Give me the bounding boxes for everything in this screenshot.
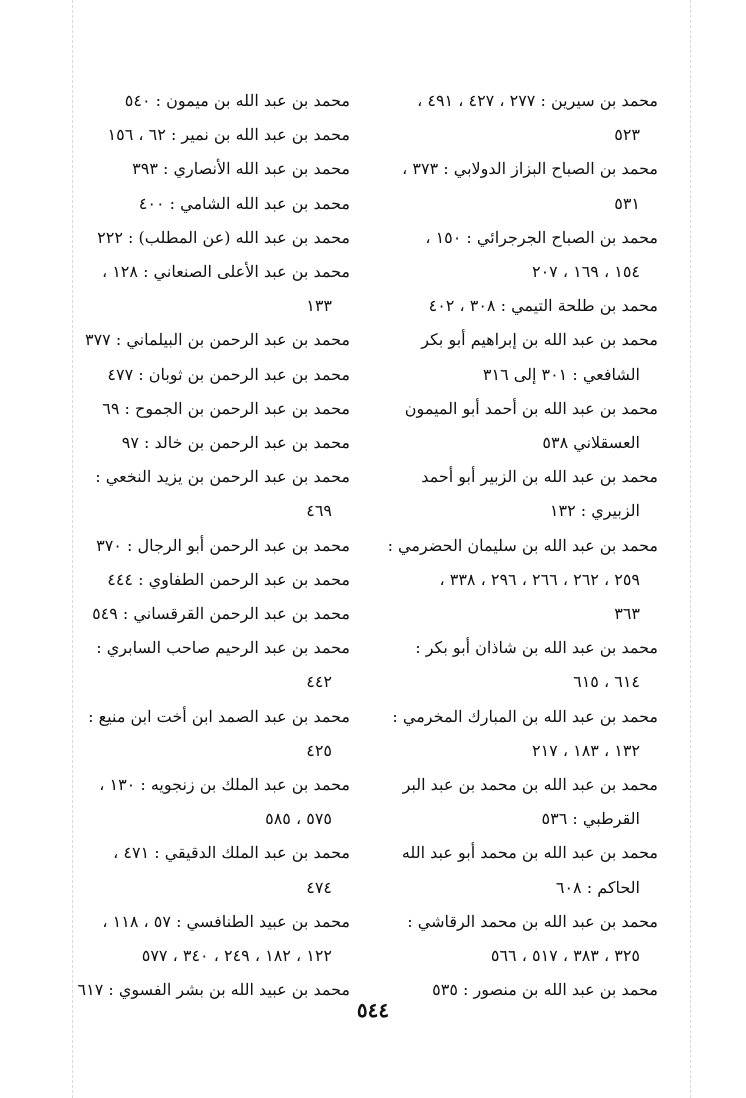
index-entry [376,631,658,699]
entry-continuation-line: ١٣٣ [306,296,332,316]
index-entry [60,460,350,528]
entry-heading-line: محمد بن عبد الله الأنصاري : ٣٩٣ [132,159,350,179]
entry-heading-line: محمد بن عبد الله بن محمد أبو عبد الله [401,843,658,863]
index-entry [376,392,658,460]
entry-continuation-line: ٥٧٥ ، ٥٨٥ [265,809,332,829]
entry-heading-line: محمد بن عبد الله (عن المطلب) : ٢٢٢ [97,227,350,247]
entry-heading-line: محمد بن عبد الله بن منصور : ٥٣٥ [432,980,658,1000]
entry-heading-line: محمد بن عبد الرحمن القرقساني : ٥٤٩ [92,604,350,624]
entry-continuation-line: ٤٢٥ [306,740,332,760]
entry-heading-line: محمد بن عبد الله بن محمد بن عبد البر [402,775,658,795]
entry-heading-line: محمد بن عبد الله بن أحمد أبو الميمون [404,398,658,418]
entry-heading-line: محمد بن عبد الله بن نمير : ٦٢ ، ١٥٦ [107,125,350,145]
entry-heading-line: محمد بن عبد الرحمن بن يزيد النخعي : [95,467,350,487]
entry-heading-line: محمد بن عبد الله بن ميمون : ٥٤٠ [124,91,350,110]
index-entry [60,118,350,152]
index-entry [60,905,350,973]
entry-continuation-line: ٥٢٣ [614,125,640,145]
page-number: ٥٤٤ [356,998,390,1022]
entry-heading-line: محمد بن عبيد الله بن بشر الفسوي : ٦١٧ [77,980,350,1000]
entry-continuation-line: ١٥٤ ، ١٦٩ ، ٢٠٧ [531,262,640,282]
index-entry [60,529,350,563]
entry-heading-line: محمد بن الصباح البزاز الدولابي : ٣٧٣ ، [402,159,658,179]
entry-heading-line: محمد بن عبد الملك بن زنجويه : ١٣٠ ، [99,775,350,795]
entry-heading-line: محمد بن عبد الرحمن بن الجموح : ٦٩ [102,398,350,418]
index-entry [60,84,350,118]
index-entry [60,426,350,460]
index-entry [376,323,658,391]
entry-continuation-line: القرطبي : ٥٣٦ [541,809,640,829]
index-entry [376,221,658,289]
index-entry [60,700,350,768]
index-entry [376,836,658,904]
index-entry [376,152,658,220]
entry-heading-line: محمد بن عبد الرحمن بن ثوبان : ٤٧٧ [107,364,350,384]
entry-heading-line: محمد بن عبد الرحمن بن البيلماني : ٣٧٧ [84,330,350,350]
index-entry [60,597,350,631]
entry-continuation-line: ٥٣١ [614,193,640,213]
entry-continuation-line: ٤٦٩ [306,501,332,521]
entry-heading-line: محمد بن عبد الملك الدقيقي : ٤٧١ ، [113,843,350,863]
entry-heading-line: محمد بن عبد الله بن الزبير أبو أحمد [421,467,658,487]
index-entry [376,84,658,152]
entry-continuation-line: الزبيري : ١٣٢ [549,501,640,521]
entry-continuation-line: ٤٤٢ [306,672,332,692]
entry-continuation-line: ١٢٢ ، ١٨٢ ، ٢٤٩ ، ٣٤٠ ، ٥٧٧ [141,946,332,966]
entry-heading-line: محمد بن عبد الرحمن الطفاوي : ٤٤٤ [107,569,350,589]
entry-heading-line: محمد بن عبد الأعلى الصنعاني : ١٢٨ ، [101,262,350,282]
entry-heading-line: محمد بن عبد الله بن المبارك المخرمي : [392,706,658,726]
entry-continuation-line: ١٣٢ ، ١٨٣ ، ٢١٧ [531,740,640,760]
index-entry [60,221,350,255]
index-entry [60,563,350,597]
entry-heading-line: محمد بن عبد الله بن سليمان الحضرمي : [387,535,658,555]
entry-heading-line: محمد بن عبد الله الشامي : ٤٠٠ [138,193,350,213]
index-entry [60,358,350,392]
entry-continuation-line: ٣٦٣ [614,604,640,624]
index-entry [60,323,350,357]
index-entry [60,187,350,221]
entry-heading-line: محمد بن عبيد الطنافسي : ٥٧ ، ١١٨ ، [102,911,350,931]
index-entry [376,289,658,323]
entry-continuation-line: الشافعي : ٣٠١ إلى ٣١٦ [482,364,640,384]
entry-heading-line: محمد بن الصباح الجرجرائي : ١٥٠ ، [425,227,658,247]
index-entry [376,905,658,973]
entry-continuation-line: العسقلاني ٥٣٨ [542,433,640,453]
index-entry [60,768,350,836]
index-entry [376,768,658,836]
entry-continuation-line: الحاكم : ٦٠٨ [555,877,640,897]
entry-heading-line: محمد بن عبد الله بن إبراهيم أبو بكر [421,330,658,350]
entry-continuation-line: ٤٧٤ [306,877,332,897]
entry-continuation-line: ٣٢٥ ، ٣٨٣ ، ٥١٧ ، ٥٦٦ [490,946,640,966]
scan-margin-line [690,0,692,1098]
index-entry [60,392,350,426]
entry-heading-line: محمد بن عبد الصمد ابن أخت ابن منيع : [88,706,350,726]
index-entry [376,460,658,528]
entry-heading-line: محمد بن سيرين : ٢٧٧ ، ٤٢٧ ، ٤٩١ ، [417,91,658,110]
index-column-right [376,84,658,1007]
entry-heading-line: محمد بن عبد الرحيم صاحب السابري : [96,638,350,658]
entry-heading-line: محمد بن عبد الله بن محمد الرقاشي : [407,911,658,931]
entry-heading-line: محمد بن عبد الرحمن أبو الرجال : ٣٧٠ [96,535,350,555]
entry-heading-line: محمد بن عبد الرحمن بن خالد : ٩٧ [121,433,350,453]
index-entry [60,152,350,186]
index-column-left [60,84,350,1007]
index-entry [60,631,350,699]
entry-heading-line: محمد بن طلحة التيمي : ٣٠٨ ، ٤٠٢ [428,296,658,316]
index-entry [376,529,658,632]
entry-continuation-line: ٦١٤ ، ٦١٥ [573,672,640,692]
entry-heading-line: محمد بن عبد الله بن شاذان أبو بكر : [415,638,658,658]
index-entry [60,255,350,323]
index-entry [376,700,658,768]
index-entry [60,836,350,904]
entry-continuation-line: ٢٥٩ ، ٢٦٢ ، ٢٦٦ ، ٢٩٦ ، ٣٣٨ ، [439,569,640,589]
